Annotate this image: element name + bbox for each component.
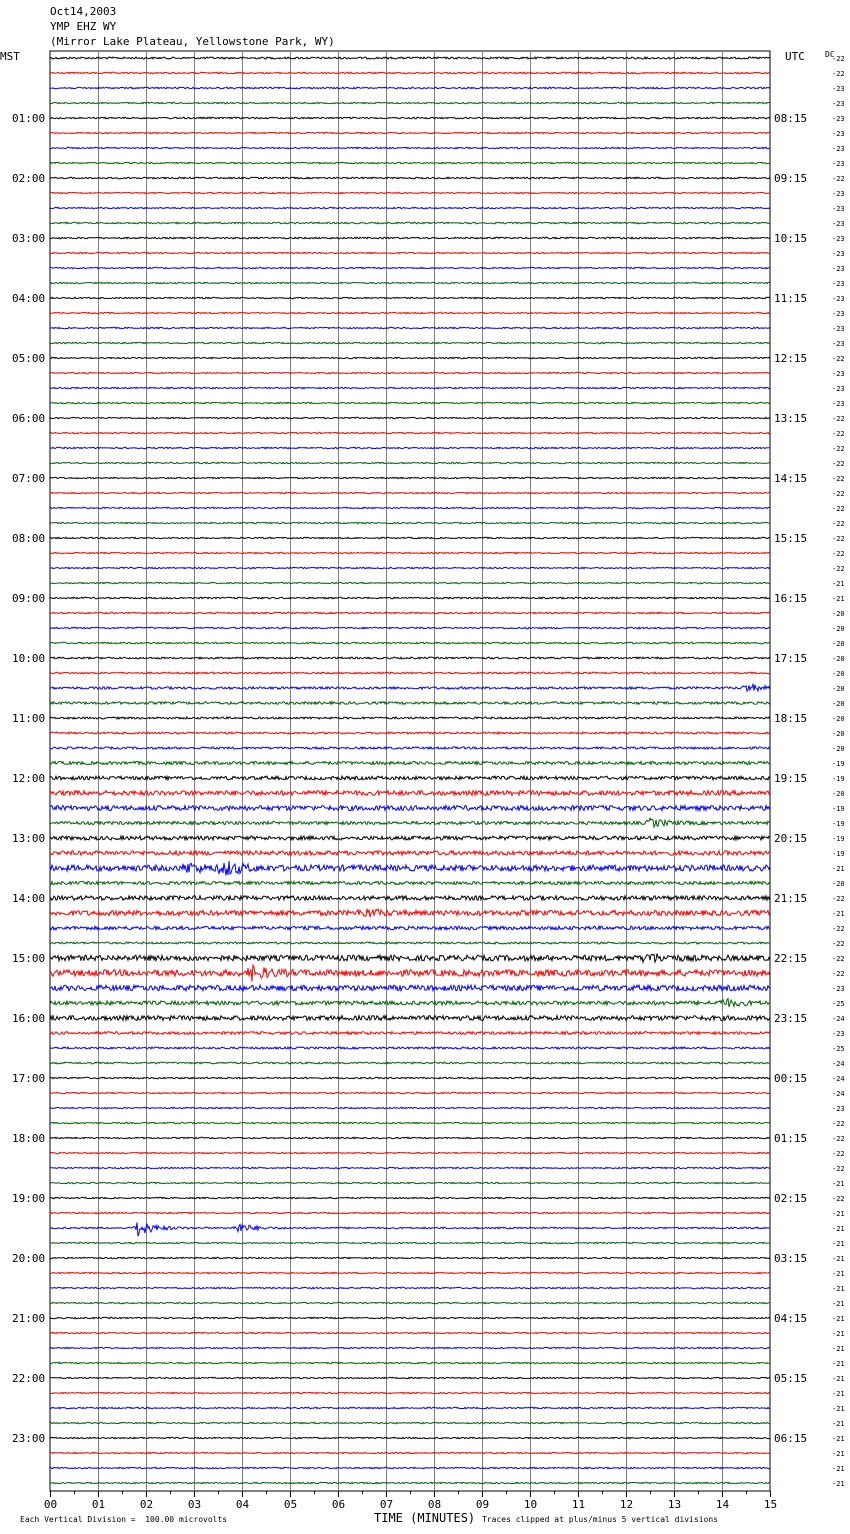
dc-offset-label: -21 [832,1210,845,1218]
dc-offset-label: -23 [832,85,845,93]
seismic-trace [50,836,770,840]
dc-offset-label: -22 [832,1165,845,1173]
left-hour-label: 12:00 [12,772,46,785]
right-hour-label: 05:15 [774,1372,808,1385]
dc-offset-label: -22 [832,475,845,483]
seismic-trace [50,447,770,448]
seismic-trace [50,657,770,659]
seismic-trace [50,237,770,239]
right-hour-label: 03:15 [774,1252,808,1265]
seismic-trace [50,896,770,900]
dc-offset-label: -22 [832,970,845,978]
dc-offset-label: -21 [832,1465,845,1473]
dc-offset-label: -21 [832,1270,845,1278]
seismic-trace [50,117,770,119]
seismic-trace [50,684,770,691]
left-hour-label: 07:00 [12,472,46,485]
dc-offset-label: -25 [832,1045,845,1053]
seismic-trace [50,1032,770,1035]
seismic-trace [50,1482,770,1483]
left-hour-label: 02:00 [12,172,46,185]
seismic-trace [50,954,770,963]
dc-offset-label: -23 [832,145,845,153]
left-hour-label: 04:00 [12,292,46,305]
dc-offset-label: -22 [832,490,845,498]
seismic-trace [50,1122,770,1123]
seismic-trace [50,1332,770,1333]
seismic-trace [50,387,770,388]
x-tick-label: 00 [43,1498,58,1511]
left-hour-label: 08:00 [12,532,46,545]
seismic-trace [50,1077,770,1079]
dc-offset-label: -23 [832,325,845,333]
seismic-trace [50,851,770,855]
dc-offset-label: -23 [832,235,845,243]
dc-offset-label: -20 [832,745,845,753]
dc-label: DC [825,50,835,59]
seismic-trace [50,999,770,1008]
seismic-trace [50,522,770,523]
seismic-trace [50,1452,770,1453]
dc-offset-label: -22 [832,550,845,558]
seismic-trace [50,612,770,614]
seismic-trace [50,267,770,268]
seismic-trace [50,507,770,508]
left-hour-label: 19:00 [12,1192,46,1205]
right-hour-label: 19:15 [774,772,808,785]
dc-offset-label: -22 [832,520,845,528]
dc-offset-label: -21 [832,1225,845,1233]
seismic-trace [50,1152,770,1153]
dc-offset-label: -20 [832,700,845,708]
seismic-trace [50,252,770,253]
dc-offset-label: -22 [832,70,845,78]
seismic-trace [50,1062,770,1064]
dc-offset-label: -20 [832,625,845,633]
dc-offset-label: -19 [832,760,845,768]
left-hour-label: 23:00 [12,1432,46,1445]
dc-offset-label: -22 [832,1150,845,1158]
dc-offset-label: -20 [832,730,845,738]
right-hour-label: 11:15 [774,292,808,305]
seismic-trace [50,102,770,103]
seismic-trace [50,642,770,644]
seismic-trace [50,881,770,884]
dc-offset-label: -20 [832,670,845,678]
seismic-trace [50,1422,770,1423]
seismic-trace [50,1317,770,1318]
seismic-trace [50,312,770,313]
left-hour-label: 06:00 [12,412,46,425]
dc-offset-label: -19 [832,775,845,783]
left-hour-label: 16:00 [12,1012,46,1025]
seismic-trace [50,1437,770,1438]
seismic-trace [50,627,770,629]
seismic-trace [50,1107,770,1108]
seismic-trace [50,207,770,208]
left-hour-label: 22:00 [12,1372,46,1385]
right-hour-label: 08:15 [774,112,808,125]
seismic-trace [50,717,770,719]
dc-offset-label: -21 [832,1345,845,1353]
left-hour-label: 14:00 [12,892,46,905]
dc-offset-label: -20 [832,715,845,723]
seismic-trace [50,1272,770,1273]
dc-offset-label: -23 [832,265,845,273]
dc-offset-label: -24 [832,1015,845,1023]
seismic-trace [50,477,770,478]
seismic-trace [50,432,770,433]
dc-offset-label: -20 [832,880,845,888]
left-hour-label: 01:00 [12,112,46,125]
dc-offset-label: -22 [832,895,845,903]
left-hour-label: 15:00 [12,952,46,965]
header-location: (Mirror Lake Plateau, Yellowstone Park, WY) [50,35,335,48]
dc-offset-label: -22 [832,415,845,423]
seismic-trace [50,1242,770,1243]
seismic-trace [50,327,770,328]
right-hour-label: 12:15 [774,352,808,365]
dc-offset-label: -22 [832,445,845,453]
dc-offset-label: -20 [832,640,845,648]
right-hour-label: 13:15 [774,412,808,425]
seismic-trace [50,1257,770,1258]
seismic-trace [50,282,770,283]
dc-offset-label: -20 [832,685,845,693]
left-hour-label: 18:00 [12,1132,46,1145]
seismic-trace [50,672,770,674]
dc-offset-label: -23 [832,400,845,408]
seismic-trace [50,552,770,553]
seismic-trace [50,567,770,568]
dc-offset-label: -23 [832,130,845,138]
x-tick-label: 14 [715,1498,730,1511]
seismic-trace [50,402,770,403]
seismic-trace [50,791,770,796]
dc-offset-label: -21 [832,580,845,588]
x-tick-label: 15 [763,1498,778,1511]
dc-offset-label: -20 [832,610,845,618]
right-hour-label: 00:15 [774,1072,808,1085]
seismic-trace [50,861,770,875]
dc-offset-label: -23 [832,115,845,123]
x-tick-label: 12 [619,1498,634,1511]
dc-offset-label: -21 [832,1375,845,1383]
seismic-trace [50,1167,770,1168]
seismic-trace [50,926,770,930]
left-axis-title: MST [0,50,20,63]
dc-offset-label: -23 [832,220,845,228]
right-hour-label: 09:15 [774,172,808,185]
seismic-trace [50,761,770,764]
header-station: YMP EHZ WY [50,20,117,33]
seismic-trace [50,417,770,418]
dc-offset-label: -22 [832,1135,845,1143]
seismic-trace [50,72,770,74]
x-tick-label: 01 [91,1498,106,1511]
dc-offset-label: -23 [832,280,845,288]
right-hour-label: 20:15 [774,832,808,845]
dc-offset-label: -21 [832,1405,845,1413]
dc-offset-label: -23 [832,205,845,213]
dc-offset-label: -23 [832,160,845,168]
seismic-trace [50,57,770,59]
left-hour-label: 17:00 [12,1072,46,1085]
dc-offset-label: -19 [832,850,845,858]
seismic-trace [50,537,770,538]
seismic-trace [50,582,770,583]
seismic-trace [50,1212,770,1213]
seismic-trace [50,1016,770,1021]
x-tick-label: 02 [139,1498,154,1511]
dc-offset-label: -19 [832,835,845,843]
right-hour-label: 01:15 [774,1132,808,1145]
seismic-trace [50,942,770,944]
seismic-trace [50,1047,770,1049]
seismic-trace [50,1287,770,1288]
left-hour-label: 13:00 [12,832,46,845]
seismic-trace [50,222,770,224]
dc-offset-label: -22 [832,1120,845,1128]
seismic-trace [50,597,770,599]
left-hour-label: 10:00 [12,652,46,665]
seismic-trace [50,985,770,991]
right-hour-label: 21:15 [774,892,808,905]
dc-offset-label: -21 [832,595,845,603]
dc-offset-label: -20 [832,790,845,798]
dc-offset-label: -22 [832,955,845,963]
dc-offset-label: -22 [832,565,845,573]
dc-offset-label: -22 [832,430,845,438]
right-hour-label: 17:15 [774,652,808,665]
dc-offset-label: -22 [832,55,845,63]
right-hour-label: 06:15 [774,1432,808,1445]
dc-offset-label: -23 [832,385,845,393]
dc-offset-label: -23 [832,1030,845,1038]
dc-offset-label: -21 [832,1285,845,1293]
seismic-trace [50,732,770,734]
right-hour-label: 18:15 [774,712,808,725]
seismic-trace [50,776,770,780]
dc-offset-label: -22 [832,925,845,933]
seismic-trace [50,372,770,373]
seismic-trace [50,162,770,163]
seismic-trace [50,177,770,179]
dc-offset-label: -22 [832,940,845,948]
dc-offset-label: -23 [832,100,845,108]
right-hour-label: 22:15 [774,952,808,965]
x-tick-label: 06 [331,1498,346,1511]
dc-offset-label: -23 [832,340,845,348]
dc-offset-label: -23 [832,370,845,378]
dc-offset-label: -21 [832,1240,845,1248]
dc-offset-label: -24 [832,1090,845,1098]
right-hour-label: 15:15 [774,532,808,545]
seismic-trace [50,806,770,811]
dc-offset-label: -21 [832,1255,845,1263]
dc-offset-label: -24 [832,1060,845,1068]
seismic-trace [50,357,770,358]
x-tick-label: 11 [571,1498,586,1511]
header-date: Oct14,2003 [50,5,117,18]
dc-offset-label: -22 [832,355,845,363]
seismic-trace [50,1362,770,1363]
dc-offset-label: -21 [832,1435,845,1443]
seismic-trace [50,87,770,89]
seismic-trace [50,297,770,298]
dc-offset-label: -23 [832,295,845,303]
seismic-trace [50,1302,770,1303]
seismic-trace [50,818,770,827]
seismic-trace [50,492,770,493]
dc-offset-label: -22 [832,460,845,468]
clip-note: Traces clipped at plus/minus 5 vertical divisions [482,1515,719,1524]
dc-offset-label: -22 [832,1195,845,1203]
dc-offset-label: -21 [832,865,845,873]
dc-offset-label: -25 [832,1000,845,1008]
x-tick-label: 05 [283,1498,298,1511]
seismic-trace [50,342,770,343]
x-tick-label: 09 [475,1498,490,1511]
left-hour-label: 09:00 [12,592,46,605]
seismic-trace [50,965,770,981]
dc-offset-label: -21 [832,1315,845,1323]
seismic-trace [50,747,770,749]
x-tick-label: 03 [187,1498,202,1511]
dc-offset-label: -19 [832,805,845,813]
dc-offset-label: -21 [832,1450,845,1458]
right-axis-title: UTC [785,50,805,63]
dc-offset-label: -22 [832,535,845,543]
x-tick-label: 07 [379,1498,394,1511]
dc-offset-label: -21 [832,1480,845,1488]
seismic-trace [50,1222,770,1236]
seismic-trace [50,1377,770,1378]
seismic-trace [50,132,770,133]
seismic-trace [50,1197,770,1198]
x-tick-label: 13 [667,1498,682,1511]
left-hour-label: 05:00 [12,352,46,365]
seismic-trace [50,192,770,193]
dc-offset-label: -23 [832,985,845,993]
dc-offset-label: -21 [832,1360,845,1368]
dc-offset-label: -21 [832,1420,845,1428]
right-hour-label: 10:15 [774,232,808,245]
right-hour-label: 14:15 [774,472,808,485]
seismic-trace [50,1137,770,1138]
x-tick-label: 08 [427,1498,442,1511]
dc-offset-label: -20 [832,655,845,663]
seismic-trace [50,702,770,705]
dc-offset-label: -24 [832,1075,845,1083]
dc-offset-label: -21 [832,1390,845,1398]
seismic-trace [50,462,770,463]
right-hour-label: 02:15 [774,1192,808,1205]
seismic-trace [50,909,770,917]
right-hour-label: 04:15 [774,1312,808,1325]
scale-note: Each Vertical Division = 100.00 microvolts [20,1515,228,1524]
plot-frame [50,51,770,1491]
dc-offset-label: -19 [832,820,845,828]
left-hour-label: 21:00 [12,1312,46,1325]
right-hour-label: 23:15 [774,1012,808,1025]
left-hour-label: 20:00 [12,1252,46,1265]
seismic-trace [50,147,770,148]
left-hour-label: 03:00 [12,232,46,245]
x-tick-label: 10 [523,1498,538,1511]
dc-offset-label: -21 [832,1300,845,1308]
dc-offset-label: -21 [832,1330,845,1338]
dc-offset-label: -21 [832,910,845,918]
seismic-trace [50,1092,770,1093]
seismic-trace [50,1467,770,1468]
dc-offset-label: -23 [832,250,845,258]
seismic-trace [50,1182,770,1183]
dc-offset-label: -22 [832,175,845,183]
dc-offset-label: -23 [832,190,845,198]
right-hour-label: 16:15 [774,592,808,605]
dc-offset-label: -21 [832,1180,845,1188]
x-axis-title: TIME (MINUTES) [374,1511,476,1525]
dc-offset-label: -23 [832,1105,845,1113]
seismic-trace [50,1392,770,1393]
left-hour-label: 11:00 [12,712,46,725]
dc-offset-label: -22 [832,505,845,513]
seismic-trace [50,1347,770,1348]
seismic-trace [50,1407,770,1408]
dc-offset-label: -23 [832,310,845,318]
x-tick-label: 04 [235,1498,250,1511]
